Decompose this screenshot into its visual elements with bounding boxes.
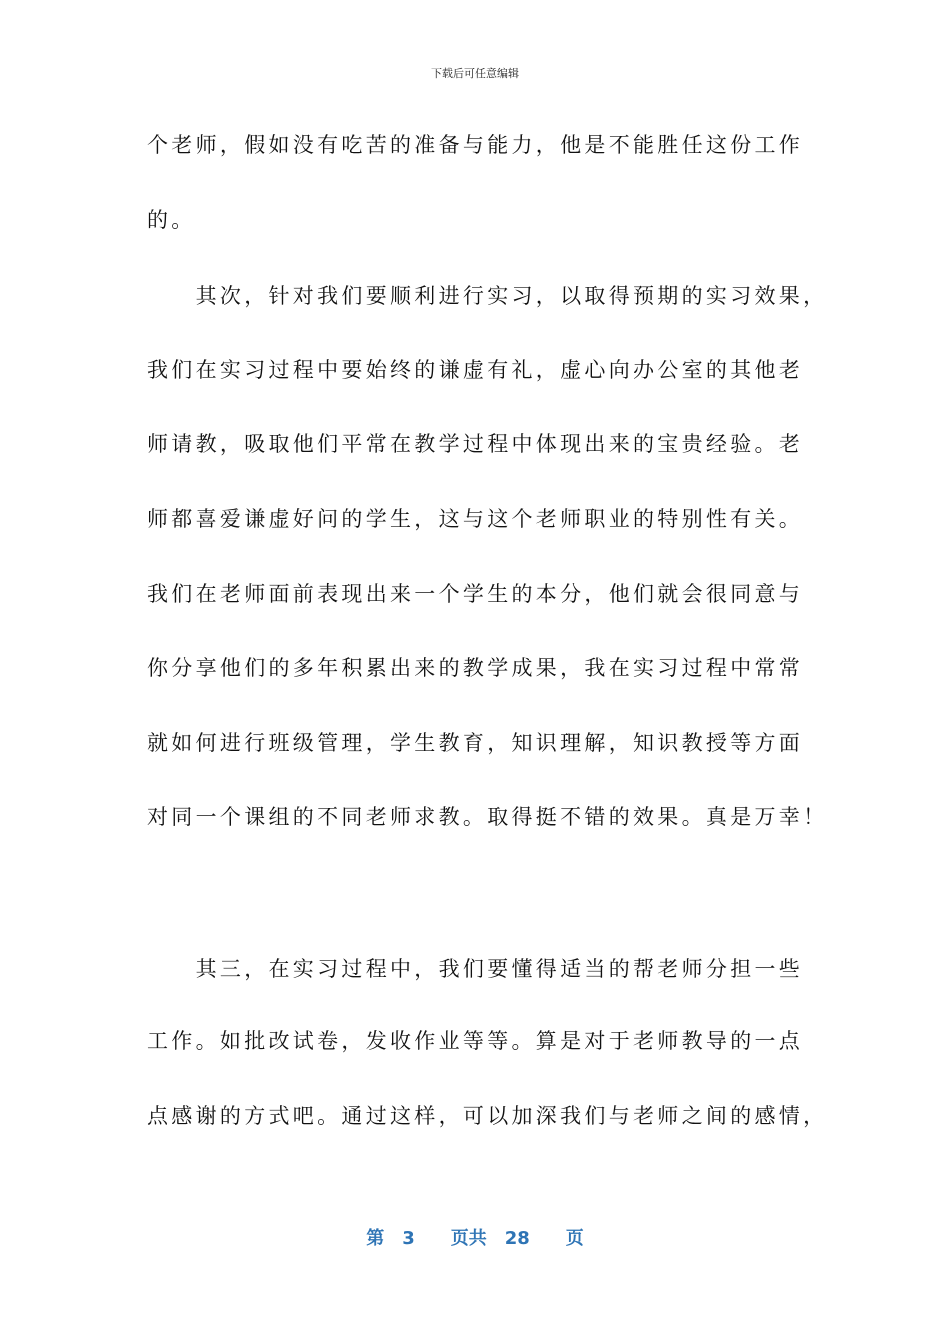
body-line-3: 其次，针对我们要顺利进行实习，以取得预期的实习效果， (147, 284, 828, 308)
body-line-11: 其三，在实习过程中，我们要懂得适当的帮老师分担一些 (147, 957, 804, 981)
body-line-13: 点感谢的方式吧。通过这样，可以加深我们与老师之间的感情， (147, 1104, 828, 1128)
body-line-6: 师都喜爱谦虚好问的学生，这与这个老师职业的特别性有关。 (147, 507, 804, 531)
header-note: 下载后可任意编辑 (431, 67, 519, 80)
body-line-7: 我们在老师面前表现出来一个学生的本分，他们就会很同意与 (147, 582, 804, 606)
body-line-2: 的。 (147, 208, 196, 232)
body-line-4: 我们在实习过程中要始终的谦虚有礼，虚心向办公室的其他老 (147, 358, 804, 382)
body-line-1: 个老师，假如没有吃苦的准备与能力，他是不能胜任这份工作 (147, 133, 804, 157)
body-line-5: 师请教，吸取他们平常在教学过程中体现出来的宝贵经验。老 (147, 432, 804, 456)
body-line-9: 就如何进行班级管理，学生教育，知识理解，知识教授等方面 (147, 731, 804, 755)
body-line-8: 你分享他们的多年积累出来的教学成果，我在实习过程中常常 (147, 656, 804, 680)
body-line-10: 对同一个课组的不同老师求教。取得挺不错的效果。真是万幸！ (147, 805, 828, 829)
body-line-12: 工作。如批改试卷，发收作业等等。算是对于老师教导的一点 (147, 1029, 804, 1053)
page-number-footer: 第 3 页共 28 页 (366, 1228, 584, 1249)
